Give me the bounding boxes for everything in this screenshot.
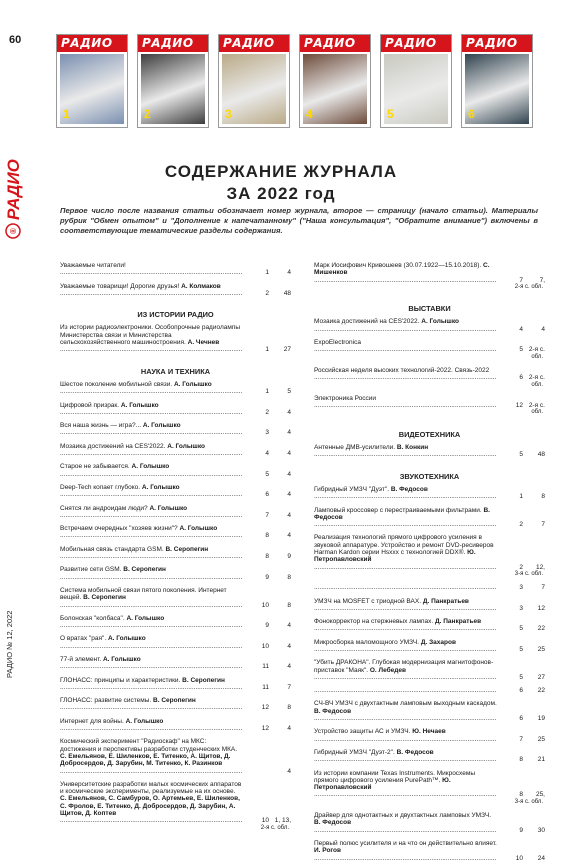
entry-author: А. Голышко bbox=[179, 525, 218, 533]
entry-author: А. Голышко bbox=[141, 483, 180, 491]
entry-title: Снятся ли андроидам люди? bbox=[60, 504, 150, 512]
side-issue-label bbox=[2, 600, 16, 680]
entry-title: Развитие сети GSM. bbox=[60, 566, 124, 574]
entry-author: А. Голышко bbox=[173, 380, 212, 388]
toc-entry bbox=[314, 444, 545, 459]
entry-title: Микросборка маломощного УМЗЧ. bbox=[314, 638, 421, 646]
entry-page: 25, bbox=[535, 791, 545, 799]
entry-title: Марк Иосифович Кривошеев (30.07.1922—15.10.2018). bbox=[314, 262, 484, 269]
entry-author: И. Рогов bbox=[314, 847, 342, 855]
entry-cover-note: 2-я с. обл. bbox=[514, 283, 543, 290]
entry-page: 4 bbox=[287, 767, 291, 775]
entry-author: Ю. Петропавловский bbox=[314, 549, 476, 564]
entry-page: 4 bbox=[541, 325, 545, 333]
entry-author: А. Голышко bbox=[167, 442, 205, 450]
entry-title: Гибридный УМЗЧ "Дуэт". bbox=[314, 485, 391, 493]
section-heading: ВИДЕОТЕХНИКА bbox=[398, 429, 461, 439]
entry-title: Ламповый кроссовер с перестраиваемыми фильтрами. bbox=[314, 506, 484, 514]
intro-paragraph: Первое число после названия статьи обозначает номер журнала, второе — страницу (начало статьи). Материалы рубрик "Обмен опытом" и "Дополнение к напечатанному" ("Наша консультация", "Обратите внимание") включены в соответствующие тематические разделы содержания. bbox=[60, 206, 538, 235]
entry-issue: 1 bbox=[265, 388, 269, 396]
entry-page: 4 bbox=[287, 663, 291, 671]
toc-entry bbox=[60, 463, 291, 478]
entry-title: Вся наша жизнь — игра?... bbox=[60, 422, 143, 430]
entry-title: Deep-Tech копает глубоко. bbox=[60, 483, 142, 491]
entry-title: Мозаика достижений на CES'2022. bbox=[314, 318, 422, 326]
toc-entry bbox=[314, 659, 545, 681]
entry-page: 4 bbox=[287, 532, 291, 540]
entry-title: Устройство защиты АС и УМЗЧ. bbox=[314, 728, 413, 736]
entry-title: 77-й элемент. bbox=[60, 655, 103, 663]
entry-cover-note: обл. bbox=[531, 381, 543, 388]
entry-page: 4 bbox=[287, 725, 291, 733]
entry-page: 12, bbox=[535, 563, 545, 571]
entry-author: В. Серопегин bbox=[123, 566, 166, 574]
entry-page: 27 bbox=[283, 346, 291, 354]
entry-issue: 6 bbox=[519, 687, 523, 695]
toc-entry bbox=[60, 656, 291, 671]
entry-title: Цифровой призрак. bbox=[60, 401, 121, 409]
entry-author: В. Федосов bbox=[314, 707, 352, 715]
entry-issue: 4 bbox=[265, 450, 269, 458]
entry-page: 4 bbox=[287, 491, 291, 499]
entry-author: В. Конкин bbox=[396, 444, 429, 452]
entry-issue: 12 bbox=[261, 725, 269, 733]
entry-author: Д. Панкратьев bbox=[435, 618, 482, 626]
toc-entry bbox=[60, 283, 291, 298]
section-heading: ЗВУКОТЕХНИКА bbox=[399, 471, 460, 481]
entry-page: 4 bbox=[287, 269, 291, 277]
entry-issue: 11 bbox=[262, 683, 269, 691]
entry-issue: 3 bbox=[519, 584, 523, 592]
entry-title: ГЛОНАСС: принципы и характеристики. bbox=[60, 676, 183, 684]
entry-author: Ю. Нечаев bbox=[412, 728, 446, 736]
entry-issue: 12 bbox=[261, 704, 269, 712]
section-heading: НАУКА И ТЕХНИКА bbox=[140, 366, 211, 376]
entry-author: А. Голышко bbox=[421, 318, 459, 326]
section-heading: ИЗ ИСТОРИИ РАДИО bbox=[137, 310, 214, 320]
entry-page: 25 bbox=[537, 735, 545, 743]
toc-entry bbox=[314, 584, 545, 591]
entry-page: 1, 13, bbox=[274, 817, 291, 825]
entry-title: Интернет для войны. bbox=[60, 717, 126, 725]
entry-author: А. Голышко bbox=[107, 635, 146, 643]
entry-issue: 3 bbox=[519, 604, 523, 612]
entry-title: Антенные ДМВ-усилители. bbox=[314, 444, 397, 452]
toc-entry bbox=[314, 318, 545, 333]
entry-page: 8 bbox=[287, 573, 291, 581]
entry-issue: 11 bbox=[262, 663, 269, 671]
cover-masthead bbox=[300, 35, 370, 52]
entry-title: Старое не забывается. bbox=[60, 463, 132, 471]
toc-entry bbox=[314, 728, 545, 743]
page-number: 60 bbox=[9, 34, 22, 46]
entry-page: 4 bbox=[287, 642, 291, 650]
entry-issue: 3 bbox=[265, 429, 269, 437]
toc-entry bbox=[314, 367, 545, 382]
cover-masthead-text: РАДИО bbox=[142, 36, 194, 50]
entry-issue: 7 bbox=[519, 276, 523, 284]
cover-masthead-text: РАДИО bbox=[385, 36, 437, 50]
entry-issue: 5 bbox=[519, 451, 523, 459]
entry-page: 30 bbox=[537, 826, 545, 834]
toc-entry bbox=[314, 339, 545, 354]
entry-issue: 5 bbox=[265, 470, 269, 478]
entry-page: 4 bbox=[287, 511, 291, 519]
entry-page: 9 bbox=[287, 553, 291, 561]
entry-title: Из истории компании Texas Instruments. Микросхемы прямого цифрового усиления PurePath™. bbox=[314, 769, 475, 784]
entry-issue: 8 bbox=[519, 756, 523, 764]
entry-issue: 1 bbox=[519, 493, 523, 501]
entry-author: Ю. Петропавловский bbox=[314, 776, 451, 792]
cover-masthead-text: РАДИО bbox=[304, 36, 356, 50]
cover-masthead bbox=[57, 35, 127, 52]
entry-page: 4 bbox=[287, 450, 291, 458]
entry-issue: 10 bbox=[261, 642, 269, 650]
entry-author: В. Серопегин bbox=[182, 676, 225, 684]
cover-masthead-text: РАДИО bbox=[466, 36, 518, 50]
entry-issue: 7 bbox=[519, 735, 523, 743]
entry-title: "Убить ДРАКОНА". Глубокая модернизация магнитофонов-приставок "Маяк". bbox=[314, 659, 494, 674]
entry-issue: 10 bbox=[515, 854, 523, 862]
svg-text:®: ® bbox=[9, 228, 18, 234]
entry-author: В. Федосов bbox=[390, 485, 428, 493]
magazine-cover bbox=[299, 34, 371, 128]
cover-issue-number: 2 bbox=[144, 107, 151, 121]
entry-issue: 2 bbox=[519, 521, 523, 529]
entry-page: 7 bbox=[541, 521, 545, 529]
entry-title: Мобильная связь стандарта GSM. bbox=[60, 545, 166, 553]
entry-author: С. Емельянов, С. Самбуров, О. Артемьев, Е. Шиленков, С. Фролов, Е. Титенко, Д. Добросердов, Д. Зарубин, А. Щитов, Д. Коптев bbox=[60, 795, 240, 818]
entry-page: 4 bbox=[287, 429, 291, 437]
entry-issue: 2 bbox=[265, 289, 269, 297]
toc-entry bbox=[314, 840, 545, 862]
toc-entry bbox=[314, 687, 545, 694]
cover-masthead bbox=[138, 35, 208, 52]
toc-entry bbox=[60, 505, 291, 520]
entry-author: С. Емельянов, Е. Шиленков, Е. Титенко, А. Щитов, Д. Добросердов, Д. Зарубин, М. Титенко, К. Разинков bbox=[60, 752, 231, 768]
entry-issue: 6 bbox=[265, 491, 269, 499]
entry-page: 2-я с. bbox=[528, 346, 545, 354]
entry-page: 4 bbox=[287, 622, 291, 630]
cover-issue-number: 5 bbox=[387, 107, 394, 121]
page-subtitle: ЗА 2022 год bbox=[226, 184, 336, 203]
entry-title: Первый полюс усилителя и на что он действительно влияет. bbox=[314, 839, 497, 847]
cover-masthead bbox=[219, 35, 289, 52]
entry-author: А. Голышко bbox=[131, 463, 170, 471]
entry-issue: 8 bbox=[265, 532, 269, 540]
toc-entry bbox=[60, 738, 291, 774]
toc-entry bbox=[60, 677, 291, 692]
entry-title: ExpoElectronica bbox=[314, 339, 361, 347]
entry-issue: 8 bbox=[265, 553, 269, 561]
entry-page: 8 bbox=[287, 601, 291, 609]
entry-author: В. Федосов bbox=[314, 819, 352, 827]
toc-entry bbox=[314, 507, 545, 529]
entry-issue: 9 bbox=[519, 826, 523, 834]
entry-author: Д. Панкратьев bbox=[422, 597, 469, 605]
toc-entry bbox=[60, 697, 291, 712]
entry-page: 48 bbox=[537, 451, 545, 459]
cover-masthead-text: РАДИО bbox=[223, 36, 275, 50]
entry-title: УМЗЧ на MOSFET с триодной ВАХ. bbox=[314, 597, 423, 605]
toc-entry bbox=[314, 262, 545, 284]
entry-page: 5 bbox=[287, 388, 291, 396]
entry-title: Уважаемые товарищи! Дорогие друзья! bbox=[60, 282, 182, 290]
toc-entry bbox=[60, 484, 291, 499]
entry-title: Из истории радиоэлектроники. Особопрочные радиолампы Министерства связи и Министерства сельскохозяйственного машиностроения. bbox=[60, 324, 241, 347]
entry-author: В. Серопегин bbox=[153, 697, 196, 705]
entry-cover-note: 3-я с. обл. bbox=[514, 798, 543, 805]
right-column bbox=[314, 262, 545, 868]
entry-author: А. Колмаков bbox=[181, 282, 221, 290]
toc-entry bbox=[314, 395, 545, 410]
entry-issue: 10 bbox=[261, 601, 269, 609]
entry-title: Шестое поколение мобильной связи. bbox=[60, 380, 174, 388]
entry-title: ГЛОНАСС: развитие системы. bbox=[60, 697, 154, 705]
entry-title: Гибридный УМЗЧ "Дуэт-2". bbox=[314, 748, 397, 756]
toc-entry bbox=[60, 443, 291, 458]
cover-issue-number: 6 bbox=[468, 107, 475, 121]
entry-title: Уважаемые читатели! bbox=[60, 262, 126, 269]
section-heading: ВЫСТАВКИ bbox=[408, 304, 451, 314]
covers-row bbox=[56, 34, 536, 132]
entry-author: А. Голышко bbox=[120, 401, 159, 409]
entry-author: В. Серопегин bbox=[165, 545, 209, 553]
entry-author: А. Голышко bbox=[102, 655, 141, 663]
toc-entry bbox=[314, 749, 545, 764]
entry-title: Драйвер для однотактных и двухтактных ламповых УМЗЧ. bbox=[314, 812, 492, 820]
entry-cover-note: 2-я с. обл. bbox=[260, 824, 289, 831]
entry-author: В. Федосов bbox=[396, 748, 434, 756]
entry-page: 7, bbox=[539, 276, 545, 284]
entry-title: Электроника России bbox=[314, 394, 377, 402]
entry-title: Болонская "колбаса". bbox=[60, 614, 127, 622]
entry-issue: 4 bbox=[519, 325, 523, 333]
magazine-cover bbox=[461, 34, 533, 128]
entry-title: Система мобильной связи пятого поколения. Интернет вещей. bbox=[60, 586, 227, 602]
entry-page: 7 bbox=[541, 584, 545, 592]
entry-issue: 10 bbox=[261, 817, 269, 825]
magazine-cover bbox=[218, 34, 290, 128]
cover-issue-number: 1 bbox=[63, 107, 70, 121]
cover-masthead-text: РАДИО bbox=[61, 36, 113, 50]
entry-issue: 9 bbox=[265, 573, 269, 581]
entry-page: 8 bbox=[541, 493, 545, 501]
toc-entry bbox=[60, 635, 291, 650]
toc-entry bbox=[60, 525, 291, 540]
entry-author: А. Голышко bbox=[149, 504, 188, 512]
entry-page: 4 bbox=[287, 408, 291, 416]
entry-title: О вратах "рая". bbox=[60, 635, 108, 643]
cover-issue-number: 4 bbox=[306, 107, 313, 121]
entry-issue: 6 bbox=[519, 374, 523, 382]
entry-title: Космический эксперимент "Радиоскаф" на МКС: достижения и перспективы разработки студенческих МКА. bbox=[60, 738, 238, 753]
entry-title: Университетские разработки малых космических аппаратов и космические эксперименты, реализуемые на их основе. bbox=[60, 780, 242, 796]
toc-entry bbox=[314, 812, 545, 834]
toc-entry bbox=[314, 486, 545, 501]
toc-entry bbox=[60, 422, 291, 437]
entry-page: 4 bbox=[287, 470, 291, 478]
entry-issue: 7 bbox=[265, 511, 269, 519]
page-title: СОДЕРЖАНИЕ ЖУРНАЛА bbox=[164, 162, 398, 181]
toc-entry bbox=[60, 381, 291, 396]
entry-author: О. Лебедев bbox=[369, 666, 406, 674]
toc-entry bbox=[60, 566, 291, 581]
toc-entry bbox=[60, 324, 291, 353]
entry-page: 7 bbox=[287, 683, 291, 691]
entry-page: 27 bbox=[537, 673, 545, 681]
entry-issue: 5 bbox=[519, 645, 523, 653]
entry-issue: 8 bbox=[519, 791, 523, 799]
toc-entry bbox=[60, 587, 291, 609]
cover-masthead bbox=[381, 35, 451, 52]
entry-page: 22 bbox=[537, 625, 545, 633]
cover-issue-number: 3 bbox=[225, 107, 232, 121]
entry-issue: 12 bbox=[515, 402, 523, 410]
toc-entry bbox=[314, 618, 545, 633]
logo-text: РАДИО bbox=[4, 159, 23, 220]
magazine-cover bbox=[137, 34, 209, 128]
entry-title: Реализация технологий прямого цифрового усиления в звуковой аппаратуре. Устройство и ремонт DVD-ресиверов Harman Kardon серии Hsxxx с технологией DDX®. bbox=[314, 534, 494, 557]
toc-entry bbox=[60, 781, 291, 825]
left-column bbox=[60, 262, 291, 838]
cover-masthead bbox=[462, 35, 532, 52]
entry-issue: 2 bbox=[519, 563, 523, 571]
entry-cover-note: 3-я с. обл. bbox=[514, 570, 543, 577]
toc-entry bbox=[314, 534, 545, 570]
entry-page: 2-я с. bbox=[528, 402, 545, 410]
entry-issue: 9 bbox=[265, 622, 269, 630]
entry-page: 24 bbox=[537, 854, 545, 862]
entry-page: 48 bbox=[283, 289, 291, 297]
toc-entry bbox=[314, 639, 545, 654]
side-issue-text: РАДИО № 12, 2022 bbox=[5, 610, 14, 678]
entry-title: Мозаика достижений на CES'2022. bbox=[60, 442, 168, 450]
entry-author: А. Голышко bbox=[125, 717, 164, 725]
entry-page: 12 bbox=[537, 604, 545, 612]
toc-entry bbox=[314, 598, 545, 613]
toc-entry bbox=[60, 546, 291, 561]
entry-issue: 1 bbox=[265, 346, 269, 354]
magazine-cover bbox=[56, 34, 128, 128]
toc-entry bbox=[314, 770, 545, 799]
entry-page: 2-я с. bbox=[528, 374, 545, 382]
entry-cover-note: обл. bbox=[531, 353, 543, 360]
toc-entry bbox=[60, 402, 291, 417]
entry-author: Д. Захаров bbox=[420, 638, 456, 646]
toc-entry bbox=[314, 700, 545, 722]
entry-author: А. Чечнев bbox=[187, 339, 220, 347]
toc-entry bbox=[60, 262, 291, 277]
entry-page: 22 bbox=[537, 687, 545, 695]
entry-issue: 5 bbox=[519, 673, 523, 681]
entry-title: Российская неделя высоких технологий-2022. Связь-2022 bbox=[314, 366, 490, 374]
entry-page: 19 bbox=[537, 715, 545, 723]
entry-issue: 5 bbox=[519, 346, 523, 354]
toc-entry bbox=[60, 718, 291, 733]
entry-issue: 1 bbox=[265, 269, 269, 277]
entry-page: 8 bbox=[287, 704, 291, 712]
entry-issue: 6 bbox=[519, 715, 523, 723]
entry-issue: 5 bbox=[519, 625, 523, 633]
entry-page: 21 bbox=[537, 756, 545, 764]
toc-entry bbox=[60, 615, 291, 630]
entry-author: А. Голышко bbox=[142, 422, 181, 430]
entry-title: Встречаем очередных "хозяев жизни"? bbox=[60, 525, 180, 533]
entry-author: С. Мишенков bbox=[314, 262, 490, 277]
entry-author: А. Голышко bbox=[126, 614, 165, 622]
entry-title: Фонокорректор на стержневых лампах. bbox=[314, 618, 435, 626]
entry-author: В. Серопегин bbox=[83, 594, 126, 602]
magazine-cover bbox=[380, 34, 452, 128]
entry-author: В. Федосов bbox=[314, 506, 490, 521]
entry-title: СЧ-ВЧ УМЗЧ с двухтактным ламповым выходным каскадом. bbox=[314, 700, 497, 708]
entry-cover-note: обл. bbox=[531, 409, 543, 416]
entry-page: 25 bbox=[537, 645, 545, 653]
entry-issue: 2 bbox=[265, 408, 269, 416]
